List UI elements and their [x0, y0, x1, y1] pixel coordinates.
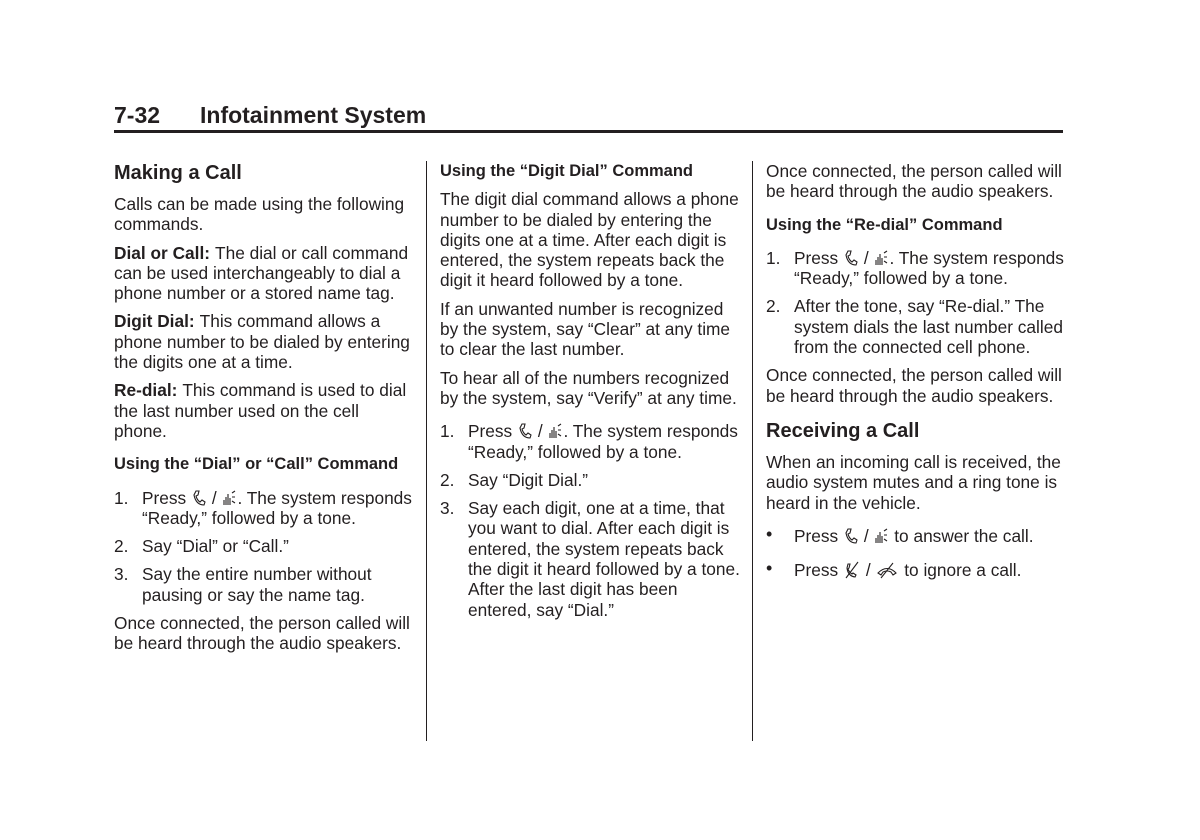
end-call-icon — [876, 561, 898, 579]
column-divider — [426, 161, 427, 741]
step-text: Say “Digit Dial.” — [468, 469, 589, 490]
paragraph: If an unwanted number is recognized by the system, say “Clear” at any time to clear the last number. — [440, 298, 731, 360]
mute-phone-icon — [844, 561, 860, 579]
step-number: 1. — [440, 421, 455, 442]
step-text-post: . The system responds “Ready,” followed by a tone. — [468, 421, 738, 462]
bullet-text-pre: Press — [794, 560, 839, 581]
paragraph: Once connected, the person called will be heard through the audio speakers. — [766, 161, 1062, 202]
steps-list — [766, 248, 1066, 357]
outro-paragraph: Once connected, the person called will be heard through the audio speakers. — [114, 613, 410, 654]
list-item — [440, 421, 740, 462]
step-text-post: . The system responds “Ready,” followed by a tone. — [794, 247, 1064, 289]
column-1 — [114, 161, 414, 662]
steps-list — [440, 421, 740, 620]
bullet-text-post: to answer the call. — [894, 525, 1034, 546]
step-text-sep: / — [211, 487, 217, 508]
page-number: 7-32 — [114, 102, 161, 128]
paragraph: When an incoming call is received, the audio system mutes and a ring tone is heard in the vehicle. — [766, 451, 1061, 513]
step-text: After the tone, say “Re-dial.” The system dials the last number called from the connected cell phone. — [794, 296, 1063, 358]
subheading-digit-dial-command: Using the “Digit Dial” Command — [440, 162, 694, 180]
step-text-pre: Press — [794, 247, 839, 268]
list-item — [440, 470, 740, 490]
paragraph: Once connected, the person called will be heard through the audio speakers. — [766, 365, 1062, 406]
heading-receiving-a-call: Receiving a Call — [766, 419, 920, 442]
list-item — [766, 560, 1066, 580]
list-item — [766, 296, 1066, 357]
page-header — [114, 100, 1063, 133]
intro-paragraph: Calls can be made using the following commands. — [114, 194, 405, 235]
step-number: 3. — [440, 498, 455, 519]
list-item — [766, 248, 1066, 289]
bullet-mark: • — [766, 523, 773, 544]
step-text-pre: Press — [142, 487, 187, 508]
steps-list — [114, 488, 414, 605]
term-paragraph — [114, 311, 414, 372]
step-number: 1. — [766, 247, 781, 268]
term-text: This command allows a phone number to be dialed by entering the digits one at a time. — [114, 311, 410, 373]
paragraph: To hear all of the numbers recognized by the system, say “Verify” at any time. — [440, 367, 737, 408]
list-item — [114, 564, 414, 605]
term-label: Re-dial: — [114, 380, 178, 401]
list-item — [440, 498, 740, 620]
list-item — [114, 488, 414, 529]
voice-icon — [874, 527, 888, 545]
section-title: Infotainment System — [200, 102, 427, 128]
step-text-post: . The system responds “Ready,” followed by a tone. — [142, 487, 412, 528]
phone-icon — [844, 527, 858, 545]
list-item — [114, 536, 414, 556]
step-number: 1. — [114, 487, 129, 508]
step-text-pre: Press — [468, 421, 513, 442]
bullet-mark: • — [766, 558, 773, 579]
paragraph: The digit dial command allows a phone number to be dialed by entering the digits one at a time. After each digit is entered, the system repeats back the digit it heard followed by a tone. — [440, 189, 739, 291]
column-divider — [752, 161, 753, 741]
bullet-text-sep: / — [863, 525, 869, 546]
list-item — [766, 523, 1066, 546]
step-text: Say “Dial” or “Call.” — [142, 536, 289, 557]
subheading-dial-command: Using the “Dial” or “Call” Command — [114, 455, 399, 474]
bullet-text-post: to ignore a call. — [904, 560, 1022, 581]
step-text-sep: / — [863, 247, 869, 268]
voice-icon — [222, 489, 236, 507]
term-text: This command is used to dial the last number used on the cell phone. — [114, 380, 407, 441]
term-text: The dial or call command can be used interchangeably to dial a phone number or a stored name tag. — [114, 242, 409, 304]
column-2 — [440, 161, 740, 628]
step-text-sep: / — [537, 421, 543, 442]
voice-icon — [874, 249, 888, 267]
step-number: 2. — [114, 536, 129, 557]
step-text: Say each digit, one at a time, that you want to dial. After each digit is entered, the system repeats back the digit it heard followed by a tone. After the last digit has been entered, say “Dial.” — [468, 498, 740, 620]
step-number: 2. — [440, 469, 455, 490]
term-label: Dial or Call: — [114, 242, 211, 263]
phone-icon — [844, 249, 858, 267]
term-paragraph — [114, 380, 414, 441]
phone-icon — [518, 422, 532, 440]
subheading-redial-command: Using the “Re-dial” Command — [766, 215, 1003, 234]
bullet-text-sep: / — [865, 560, 871, 581]
term-label: Digit Dial: — [114, 311, 195, 332]
step-number: 3. — [114, 564, 129, 585]
voice-icon — [548, 422, 562, 440]
bullet-list — [766, 523, 1066, 581]
step-number: 2. — [766, 296, 781, 317]
heading-making-a-call: Making a Call — [114, 162, 242, 184]
phone-icon — [192, 489, 206, 507]
bullet-text-pre: Press — [794, 525, 839, 546]
step-text: Say the entire number without pausing or say the name tag. — [142, 564, 372, 605]
term-paragraph — [114, 243, 414, 304]
column-3 — [766, 161, 1066, 588]
